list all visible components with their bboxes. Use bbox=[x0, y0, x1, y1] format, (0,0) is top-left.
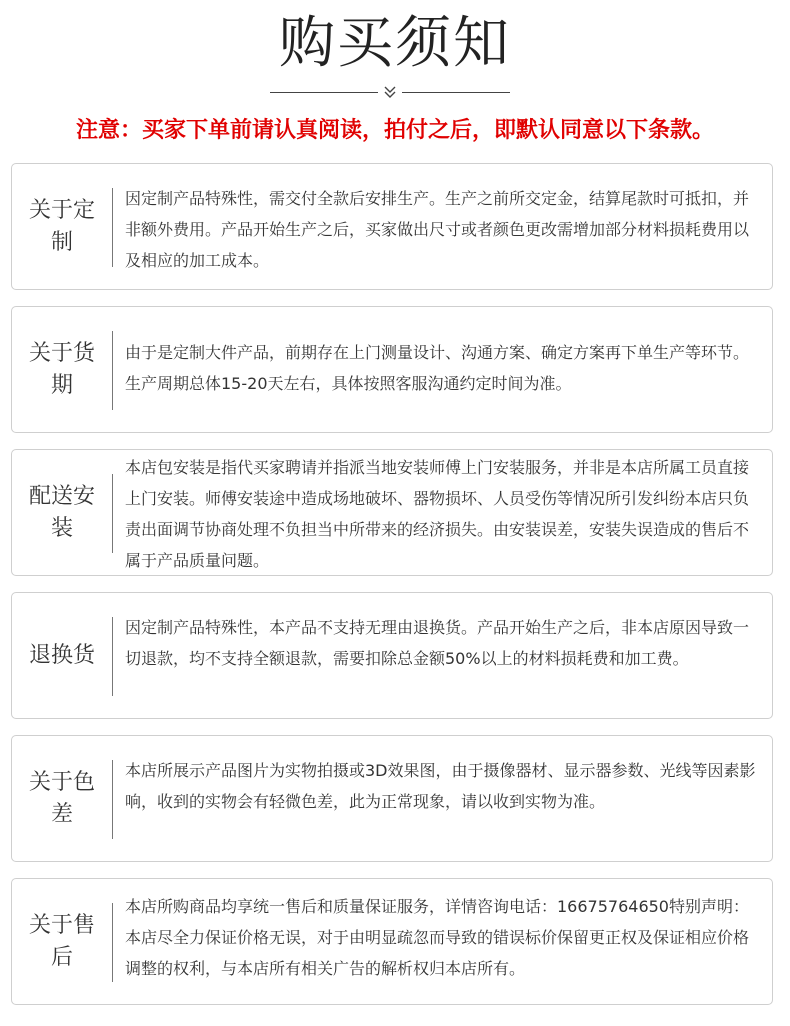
section-returns bbox=[11, 592, 773, 719]
section-custom bbox=[11, 163, 773, 290]
title-divider-left bbox=[270, 92, 378, 93]
section-text: 由于是定制大件产品，前期存在上门测量设计、沟通方案、确定方案再下单生产等环节。生产周期总体15-20天左右，具体按照客服沟通约定时间为准。 bbox=[125, 343, 750, 393]
section-label: 关于货期 bbox=[28, 340, 95, 398]
section-text: 本店包安装是指代买家聘请并指派当地安装师傅上门安装服务，并非是本店所属工员直接上门安装。师傅安装途中造成场地破坏、器物损坏、人员受伤等情况所引发纠纷本店只负责出面调节协商处理不负担当中所带来的经济损失。由安装误差，安装失误造成的售后不属于产品质量问题。 bbox=[125, 458, 750, 570]
section-divider bbox=[112, 903, 113, 982]
section-text: 本店所购商品均享统一售后和质量保证服务，详情咨询电话：16675764650特别声明：本店尽全力保证价格无误，对于由明显疏忽而导致的错误标价保留更正权及保证相应价格调整的权利，与本店所有相关广告的解析权归本店所有。 bbox=[125, 897, 750, 978]
section-label: 配送安装 bbox=[28, 483, 95, 541]
section-delivery-time bbox=[11, 306, 773, 433]
notice-text: 注意：买家下单前请认真阅读，拍付之后，即默认同意以下条款。 bbox=[75, 118, 714, 143]
section-divider bbox=[112, 617, 113, 696]
section-label: 关于定制 bbox=[28, 197, 95, 255]
section-divider bbox=[112, 331, 113, 410]
title-divider-right bbox=[402, 92, 510, 93]
section-color-difference bbox=[11, 735, 773, 862]
section-after-sales bbox=[11, 878, 773, 1005]
section-divider bbox=[112, 474, 113, 553]
section-label: 关于色差 bbox=[28, 769, 95, 827]
section-label: 关于售后 bbox=[28, 912, 95, 970]
section-installation bbox=[11, 449, 773, 576]
section-divider bbox=[112, 188, 113, 267]
page-title: 购买须知 bbox=[279, 11, 511, 76]
section-text: 因定制产品特殊性，本产品不支持无理由退换货。产品开始生产之后，非本店原因导致一切退款，均不支持全额退款，需要扣除总金额50%以上的材料损耗费和加工费。 bbox=[125, 618, 750, 668]
section-text: 本店所展示产品图片为实物拍摄或3D效果图，由于摄像器材、显示器参数、光线等因素影响，收到的实物会有轻微色差，此为正常现象，请以收到实物为准。 bbox=[125, 761, 756, 811]
section-label: 退换货 bbox=[28, 642, 95, 668]
double-chevron-down-icon bbox=[383, 84, 397, 100]
section-divider bbox=[112, 760, 113, 839]
section-text: 因定制产品特殊性，需交付全款后安排生产。生产之前所交定金，结算尾款时可抵扣，并非额外费用。产品开始生产之后，买家做出尺寸或者颜色更改需增加部分材料损耗费用以及相应的加工成本。 bbox=[125, 189, 750, 270]
